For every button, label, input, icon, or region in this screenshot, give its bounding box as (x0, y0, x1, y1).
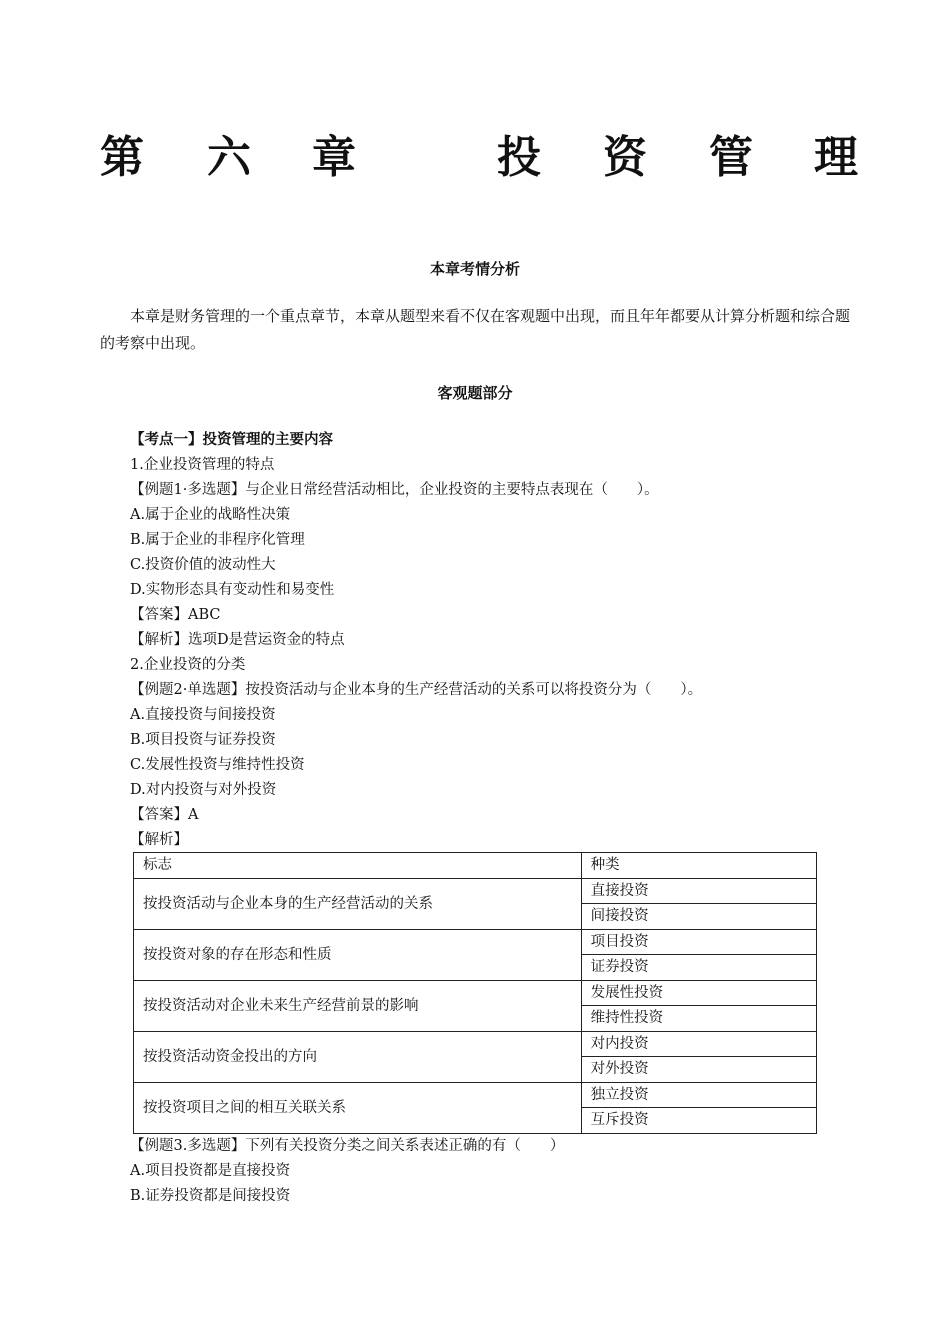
question-list (130, 428, 830, 853)
type-cell: 维持性投资 (581, 1006, 816, 1032)
table-row (134, 1031, 817, 1057)
table-header-cell: 种类 (581, 853, 816, 879)
analysis-paragraph: 本章是财务管理的一个重点章节，本章从题型来看不仅在客观题中出现，而且年年都要从计算分析题和综合题的考察中出现。 (100, 307, 851, 352)
table-row (134, 878, 817, 904)
option-a: A.直接投资与间接投资 (130, 707, 276, 723)
basis-cell: 按投资活动与企业本身的生产经营活动的关系 (134, 878, 582, 929)
type-cell: 独立投资 (581, 1082, 816, 1108)
subsection-heading: 1.企业投资管理的特点 (130, 457, 275, 473)
title-char: 理 (814, 132, 858, 183)
basis-cell: 按投资活动对企业未来生产经营前景的影响 (134, 980, 582, 1031)
option-c: C.投资价值的波动性大 (130, 557, 276, 573)
table-row (134, 929, 817, 955)
option-d: D.对内投资与对外投资 (130, 782, 277, 798)
type-cell: 直接投资 (581, 878, 816, 904)
option-a: A.项目投资都是直接投资 (130, 1163, 291, 1179)
type-cell: 发展性投资 (581, 980, 816, 1006)
option-d: D.实物形态具有变动性和易变性 (130, 582, 335, 598)
type-cell: 互斥投资 (581, 1108, 816, 1134)
type-cell: 间接投资 (581, 904, 816, 930)
basis-cell: 按投资对象的存在形态和性质 (134, 929, 582, 980)
title-char: 管 (709, 132, 753, 183)
type-cell: 证券投资 (581, 955, 816, 981)
type-cell: 对内投资 (581, 1031, 816, 1057)
chapter-title (100, 128, 860, 188)
title-char: 资 (603, 132, 647, 183)
section-heading: 【考点一】投资管理的主要内容 (130, 432, 333, 448)
answer: 【答案】ABC (130, 607, 221, 623)
explanation: 【解析】 (130, 832, 188, 848)
classification-table (133, 852, 817, 1134)
type-cell: 对外投资 (581, 1057, 816, 1083)
question-list-continued (130, 1134, 830, 1209)
title-char: 章 (312, 132, 356, 183)
question-stem: 【例题1·多选题】与企业日常经营活动相比，企业投资的主要特点表现在（ ）。 (130, 482, 659, 498)
type-cell: 项目投资 (581, 929, 816, 955)
option-b: B.证券投资都是间接投资 (130, 1188, 291, 1204)
objective-heading: 客观题部分 (437, 384, 513, 402)
title-char: 六 (207, 132, 251, 183)
basis-cell: 按投资活动资金投出的方向 (134, 1031, 582, 1082)
title-char: 第 (100, 132, 144, 183)
option-a: A.属于企业的战略性决策 (130, 507, 291, 523)
table-row (134, 980, 817, 1006)
option-c: C.发展性投资与维持性投资 (130, 757, 305, 773)
subsection-heading: 2.企业投资的分类 (130, 657, 246, 673)
explanation: 【解析】选项D是营运资金的特点 (130, 632, 345, 648)
basis-cell: 按投资项目之间的相互关联关系 (134, 1082, 582, 1133)
table-header-cell: 标志 (134, 853, 582, 879)
title-char: 投 (497, 132, 541, 183)
answer: 【答案】A (130, 807, 199, 823)
analysis-heading: 本章考情分析 (429, 260, 520, 278)
option-b: B.项目投资与证券投资 (130, 732, 276, 748)
option-b: B.属于企业的非程序化管理 (130, 532, 305, 548)
table-row (134, 1082, 817, 1108)
question-stem: 【例题3.多选题】下列有关投资分类之间关系表述正确的有（ ） (130, 1138, 565, 1154)
question-stem: 【例题2·单选题】按投资活动与企业本身的生产经营活动的关系可以将投资分为（ ）。 (130, 682, 703, 698)
table-header-row (134, 853, 817, 879)
